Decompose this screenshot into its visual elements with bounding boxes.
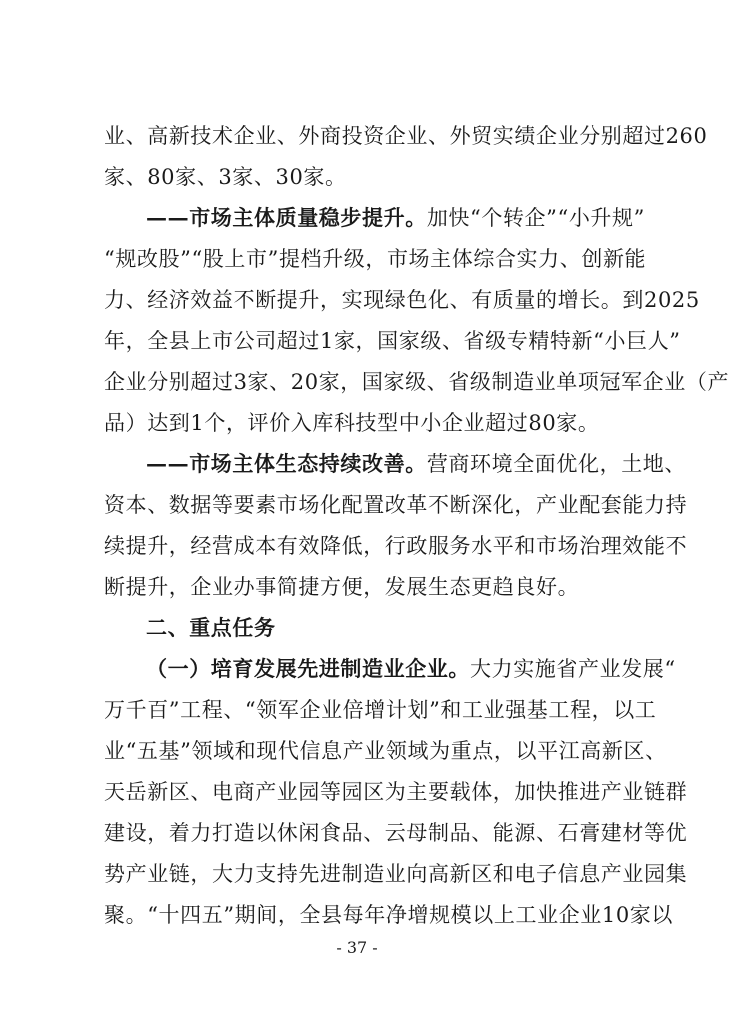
line-text: 业、高新技术企业、外商投资企业、外贸实绩企业分别超过260 — [104, 124, 708, 148]
line-text: 家、80家、3家、30家。 — [104, 165, 347, 189]
line-text: 续提升，经营成本有效降低，行政服务水平和市场治理效能不 — [104, 534, 688, 558]
line-text: 年，全县上市公司超过1家，国家级、省级专精特新“小巨人” — [104, 329, 681, 353]
line-text: 资本、数据等要素市场化配置改革不断深化，产业配套能力持 — [104, 493, 688, 517]
line-text: 营商环境全面优化，土地、 — [426, 452, 687, 476]
text-line — [104, 327, 681, 355]
section-heading-text: 二、重点任务 — [146, 615, 276, 640]
line-text: 大力实施省产业发展“ — [470, 657, 676, 681]
text-line — [104, 286, 700, 314]
text-line — [104, 122, 708, 150]
text-line — [104, 409, 614, 437]
paragraph-lead-bold: ——市场主体质量稳步提升。 — [146, 205, 427, 230]
text-line — [104, 696, 657, 724]
line-text: 业“五基”领域和现代信息产业领域为重点，以平江高新区、 — [104, 739, 667, 763]
line-text: 建设，着力打造以休闲食品、云母制品、能源、石膏建材等优 — [104, 821, 688, 845]
line-text: 品）达到1个，评价入库科技型中小企业超过80家。 — [104, 411, 600, 435]
text-line — [104, 737, 667, 765]
text-line — [104, 368, 729, 396]
line-text: 企业分别超过3家、20家，国家级、省级制造业单项冠军企业（产 — [104, 370, 729, 394]
text-line — [104, 901, 673, 929]
paragraph-heading-line — [146, 450, 687, 478]
line-text: “规改股”“股上市”提档升级，市场主体综合实力、创新能 — [104, 247, 647, 271]
text-line — [104, 819, 688, 847]
paragraph-lead-bold: （一）培育发展先进制造业企业。 — [146, 656, 470, 681]
line-text: 聚。“十四五”期间，全县每年净增规模以上工业企业10家以 — [104, 903, 673, 927]
text-line — [104, 778, 688, 806]
line-text: 势产业链，大力支持先进制造业向高新区和电子信息产业园集 — [104, 862, 688, 886]
page-number: - 37 - — [336, 938, 378, 957]
section-heading — [146, 614, 614, 642]
paragraph-lead-bold: ——市场主体生态持续改善。 — [146, 451, 427, 476]
text-line — [104, 163, 614, 191]
text-line — [104, 245, 647, 273]
line-text: 断提升，企业办事简捷方便，发展生态更趋良好。 — [104, 575, 580, 599]
paragraph-heading-line — [146, 204, 645, 232]
line-text: 万千百”工程、“领军企业倍增计划”和工业强基工程，以工 — [104, 698, 657, 722]
line-text: 天岳新区、电商产业园等园区为主要载体，加快推进产业链群 — [104, 780, 688, 804]
line-text: 加快“个转企”“小升规” — [426, 206, 645, 230]
text-line — [104, 860, 688, 888]
text-line — [104, 573, 614, 601]
text-line — [104, 491, 688, 519]
text-line — [104, 532, 688, 560]
paragraph-heading-line — [146, 655, 676, 683]
line-text: 力、经济效益不断提升，实现绿色化、有质量的增长。到2025 — [104, 288, 700, 312]
